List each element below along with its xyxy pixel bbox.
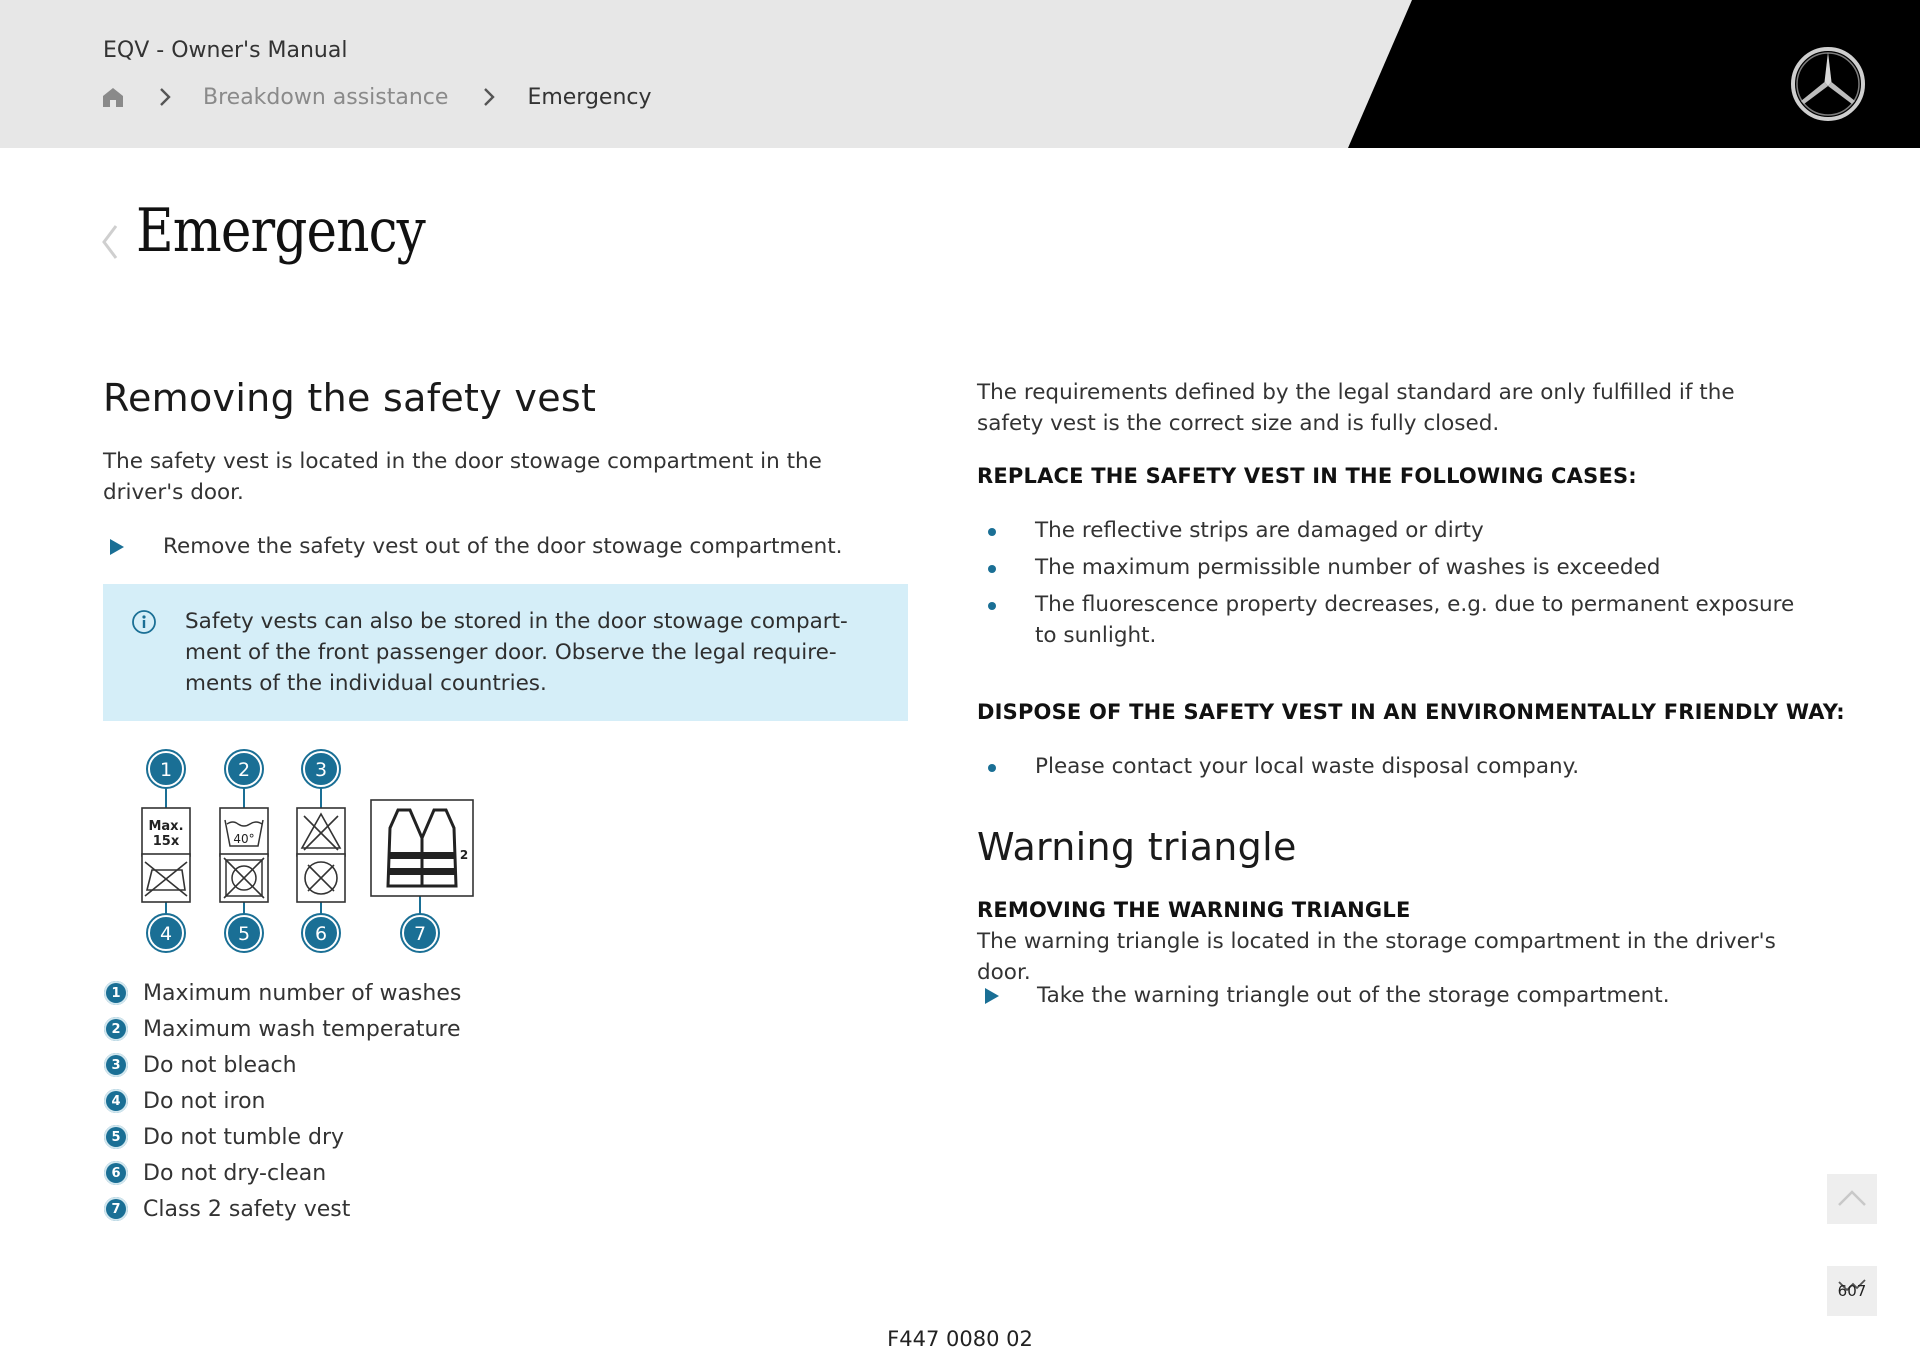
svg-text:15x: 15x [152, 834, 180, 849]
bullet-dot [988, 528, 996, 536]
legend-text: Do not dry-clean [143, 1160, 327, 1186]
manual-title: EQV - Owner's Manual [103, 38, 348, 63]
no-iron-symbol [142, 854, 190, 902]
legend-item [104, 1011, 461, 1047]
legend-number: 4 [104, 1089, 128, 1113]
callout-2 [225, 750, 263, 788]
care-label-figure [128, 748, 488, 953]
no-bleach-symbol [297, 808, 345, 856]
svg-text:7: 7 [413, 923, 427, 945]
step-arrow-icon [985, 988, 999, 1004]
section-heading-safety-vest: Removing the safety vest [103, 376, 597, 420]
home-icon[interactable] [102, 86, 124, 108]
legend-number: 1 [104, 981, 128, 1005]
svg-text:2: 2 [237, 759, 251, 781]
legend-number: 3 [104, 1053, 128, 1077]
safety-vest-intro: The safety vest is located in the door stowage compartment in the driver's door. [103, 449, 822, 505]
instruction-step-text: Remove the safety vest out of the door stowage compartment. [163, 534, 843, 559]
legend-number: 6 [104, 1161, 128, 1185]
callout-4 [147, 914, 185, 952]
legend-number: 7 [104, 1197, 128, 1221]
legal-requirements-text: The requirements defined by the legal standard are only fulfilled if the safety vest is the correct size and is fully closed. [977, 380, 1735, 436]
svg-text:4: 4 [159, 923, 173, 945]
chevron-right-icon [478, 86, 500, 108]
svg-text:40°: 40° [233, 832, 255, 846]
care-label-legend [104, 975, 461, 1227]
section-heading-warning-triangle: Warning triangle [977, 825, 1297, 869]
legend-text: Class 2 safety vest [143, 1196, 351, 1222]
header-black-panel [0, 0, 1920, 148]
info-icon [131, 609, 157, 635]
bullet-dot [988, 602, 996, 610]
legend-item [104, 1119, 461, 1155]
removing-triangle-subheading: REMOVING THE WARNING TRIANGLE [977, 898, 1411, 922]
scroll-to-top-button[interactable] [1827, 1174, 1877, 1224]
instruction-step [985, 980, 1785, 1011]
svg-text:5: 5 [237, 923, 251, 945]
svg-text:6: 6 [314, 923, 328, 945]
page-title: Emergency [136, 196, 425, 266]
replace-vest-heading: REPLACE THE SAFETY VEST IN THE FOLLOWING CASES: [977, 464, 1637, 488]
list-item: The maximum permissible number of washes is exceeded [977, 552, 1797, 583]
legend-text: Do not tumble dry [143, 1124, 345, 1150]
callout-5 [225, 914, 263, 952]
legend-text: Maximum wash temperature [143, 1016, 461, 1042]
step-arrow-icon [110, 539, 124, 555]
legend-item [104, 1155, 461, 1191]
legend-text: Do not bleach [143, 1052, 297, 1078]
header-bar [0, 0, 1920, 148]
callout-3 [302, 750, 340, 788]
instruction-step-text: Take the warning triangle out of the storage compartment. [1037, 983, 1670, 1008]
legend-item [104, 1191, 461, 1227]
warning-triangle-text: The warning triangle is located in the storage compartment in the driver's door. [977, 929, 1776, 985]
info-text: Safety vests can also be stored in the door stowage compart-ment of the front passenger door. Observe the legal require-ments of the individual countries. [185, 609, 848, 696]
legend-text: Do not iron [143, 1088, 266, 1114]
svg-text:1: 1 [159, 759, 173, 781]
safety-vest-class-symbol [371, 800, 473, 896]
instruction-step [110, 531, 900, 562]
wash-temperature-symbol [220, 808, 268, 856]
svg-text:3: 3 [314, 759, 328, 781]
page-number-button[interactable] [1827, 1266, 1877, 1316]
legend-number: 2 [104, 1017, 128, 1041]
chevron-up-icon [1827, 1174, 1877, 1224]
max-washes-symbol [142, 808, 190, 856]
figure-code: F447 0080 02 [887, 1327, 1033, 1351]
mercedes-star-logo[interactable] [1790, 46, 1866, 122]
legend-text: Maximum number of washes [143, 980, 462, 1006]
list-item: The fluorescence property decreases, e.g. due to permanent exposure to sunlight. [977, 589, 1797, 651]
legend-item [104, 975, 461, 1011]
callout-1 [147, 750, 185, 788]
legend-item [104, 1083, 461, 1119]
dispose-vest-list [977, 751, 1797, 788]
breadcrumb [102, 82, 652, 112]
chevron-left-icon[interactable] [99, 222, 121, 262]
list-item: The reflective strips are damaged or dirty [977, 515, 1797, 546]
no-tumble-dry-symbol [220, 854, 268, 902]
bullet-dot [988, 565, 996, 573]
replace-vest-list [977, 515, 1797, 657]
legend-number: 5 [104, 1125, 128, 1149]
dispose-vest-heading: DISPOSE OF THE SAFETY VEST IN AN ENVIRONMENTALLY FRIENDLY WAY: [977, 700, 1845, 724]
legend-item [104, 1047, 461, 1083]
chevron-right-icon [154, 86, 176, 108]
no-dry-clean-symbol [297, 854, 345, 902]
breadcrumb-link-breakdown-assistance[interactable]: Breakdown assistance [203, 84, 449, 110]
callout-6 [302, 914, 340, 952]
page-number: 607 [1837, 1282, 1867, 1300]
bullet-dot [988, 764, 996, 772]
svg-text:Max.: Max. [148, 819, 184, 834]
list-item: Please contact your local waste disposal company. [977, 751, 1797, 782]
breadcrumb-current: Emergency [527, 84, 652, 110]
callout-7 [401, 914, 439, 952]
svg-text:2: 2 [459, 848, 469, 862]
